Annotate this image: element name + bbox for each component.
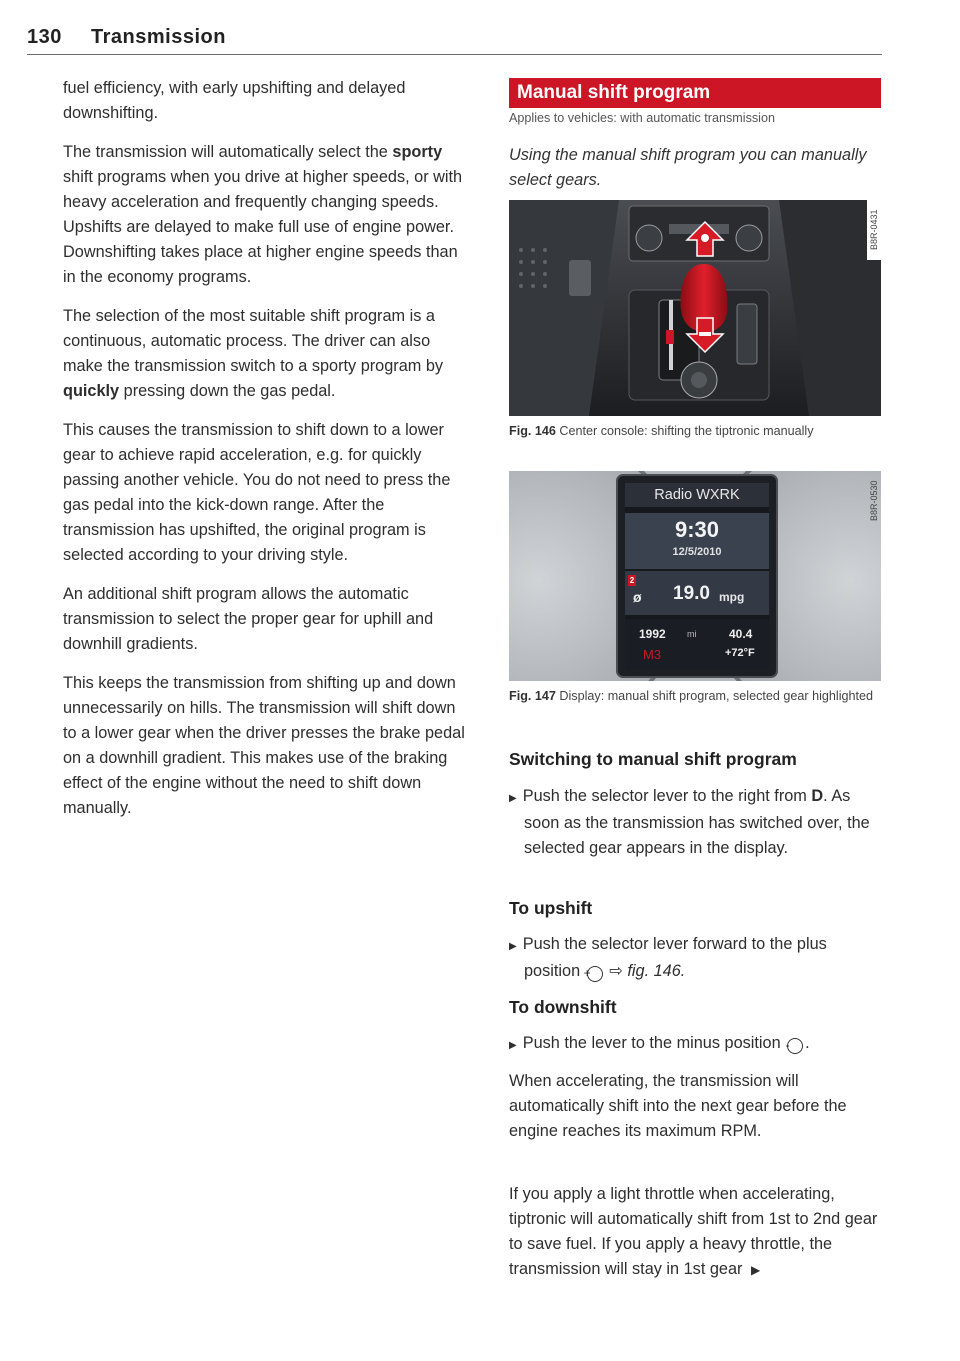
figure-caption <box>509 687 881 705</box>
figure-147 <box>509 471 881 705</box>
throttle-text: If you apply a light throttle when accelerating, tiptronic will automatically shift from 1st to 2nd gear to save fuel. If you apply a heavy throttle, the transmission will stay in 1st gear <box>509 1185 878 1278</box>
applies-note: Applies to vehicles: with automatic transmission <box>509 111 775 125</box>
continue-arrow-icon: ▶ <box>750 1263 761 1277</box>
average-symbol: ø <box>633 589 642 605</box>
instrument-display-photo <box>509 471 881 681</box>
paragraph-6: This keeps the transmission from shifting up and down unnecessarily on hills. The transmission will shift down to a lower gear when the driver presses the brake pedal on a downhill gradient. This makes use of the braking effect of the engine without the need to shift down manually. <box>63 674 465 817</box>
gear-indicator: 2 <box>629 576 635 585</box>
upshift-step-text: Push the selector lever forward to the plus position <box>522 935 827 980</box>
upshift-step <box>509 932 881 984</box>
outside-temperature: +72°F <box>725 647 755 659</box>
figure-reference[interactable]: fig. 146. <box>627 962 686 980</box>
figure-label: Fig. 147 <box>509 689 556 703</box>
figure-caption-text: Display: manual shift program, selected gear highlighted <box>559 689 874 703</box>
sporty-term: sporty <box>392 143 443 161</box>
downshift-heading: To downshift <box>509 997 617 1017</box>
bullet-triangle-icon: ▶ <box>509 941 517 952</box>
radio-station: Radio WXRK <box>625 483 769 507</box>
paragraph-3-lead: The selection of the most suitable shift program is a continuous, automatic process. The driver can also make the transmission switch to a sporty program by <box>63 307 444 375</box>
paragraph-5: An additional shift program allows the automatic transmission to select the proper gear for uphill and downhill gradients. <box>63 585 434 653</box>
switching-heading: Switching to manual shift program <box>509 749 797 769</box>
figure-code: B8R-0530 <box>869 480 879 522</box>
bullet-triangle-icon: ▶ <box>509 793 517 804</box>
mpg-value: 19.0 <box>673 583 710 604</box>
minus-circle-icon: - <box>787 1038 803 1054</box>
switching-step-rest: As soon as the transmission has switched over, the selected gear appears in the display. <box>524 787 870 857</box>
consumption-panel <box>625 571 769 615</box>
trip-value: 40.4 <box>729 627 753 641</box>
odometer: 1992 <box>639 627 666 641</box>
switching-step-lead: Push the selector lever to the right from <box>522 787 807 805</box>
figure-146 <box>509 200 881 440</box>
switching-step: ▶ Push the selector lever to the right from D. As soon as the transmission has switched over, the selected gear appears in the display. <box>509 787 870 857</box>
section-title: Manual shift program <box>509 78 881 108</box>
downshift-step-text: Push the lever to the minus position <box>522 1034 781 1052</box>
paragraph-2-rest: shift programs when you drive at higher speeds, or with heavy acceleration and frequently changing speeds. Upshifts are delayed to make full use of engine power. Downshifting takes place at higher engine speeds than in the economy programs. <box>63 168 463 286</box>
section-intro: Using the manual shift program you can manually select gears. <box>509 146 867 189</box>
manual-shift-section <box>509 78 881 193</box>
clock-date: 12/5/2010 <box>672 546 722 558</box>
chapter-title: Transmission <box>91 26 226 48</box>
left-column <box>63 76 467 835</box>
plus-circle-icon: + <box>587 966 603 982</box>
figure-caption <box>509 422 881 440</box>
paragraph-2-lead: The transmission will automatically select the <box>63 143 388 161</box>
accelerating-paragraph: When accelerating, the transmission will automatically shift into the next gear before the engine reaches its maximum RPM. <box>509 1072 847 1140</box>
drive-position: D <box>811 787 824 805</box>
mpg-unit: mpg <box>719 590 745 604</box>
paragraph-3 <box>63 304 467 404</box>
bullet-triangle-icon: ▶ <box>509 1040 517 1051</box>
page-number: 130 <box>27 26 62 48</box>
throttle-paragraph <box>509 1182 881 1283</box>
clock-panel <box>625 513 769 569</box>
paragraph-2 <box>63 140 467 290</box>
clock-time: 9:30 <box>674 517 720 542</box>
reference-arrow-icon: ⇨ <box>609 962 623 980</box>
shift-mode: M3 <box>643 647 662 662</box>
center-console-illustration <box>509 200 881 416</box>
center-console-photo <box>509 200 881 416</box>
odometer-unit: mi <box>687 629 697 639</box>
quickly-term: quickly <box>63 382 120 400</box>
figure-code: B8R-0431 <box>867 200 881 260</box>
paragraph-1: fuel efficiency, with early upshifting and delayed downshifting. <box>63 79 406 122</box>
driver-information-display <box>625 483 769 669</box>
status-panel <box>625 619 769 669</box>
downshift-step: ▶ Push the lever to the minus position - . <box>509 1034 810 1052</box>
figure-label: Fig. 146 <box>509 424 556 438</box>
figure-caption-text: Center console: shifting the tiptronic manually <box>559 424 814 438</box>
paragraph-4: This causes the transmission to shift down to a lower gear to achieve rapid acceleration, e.g. for quickly passing another vehicle. You do not need to press the gas pedal into the kick-down range. After the transmission has upshifted, the original program is selected according to your driving style. <box>63 421 451 564</box>
upshift-heading: To upshift <box>509 898 593 918</box>
paragraph-3-rest: pressing down the gas pedal. <box>123 382 336 400</box>
page-header <box>27 24 882 55</box>
